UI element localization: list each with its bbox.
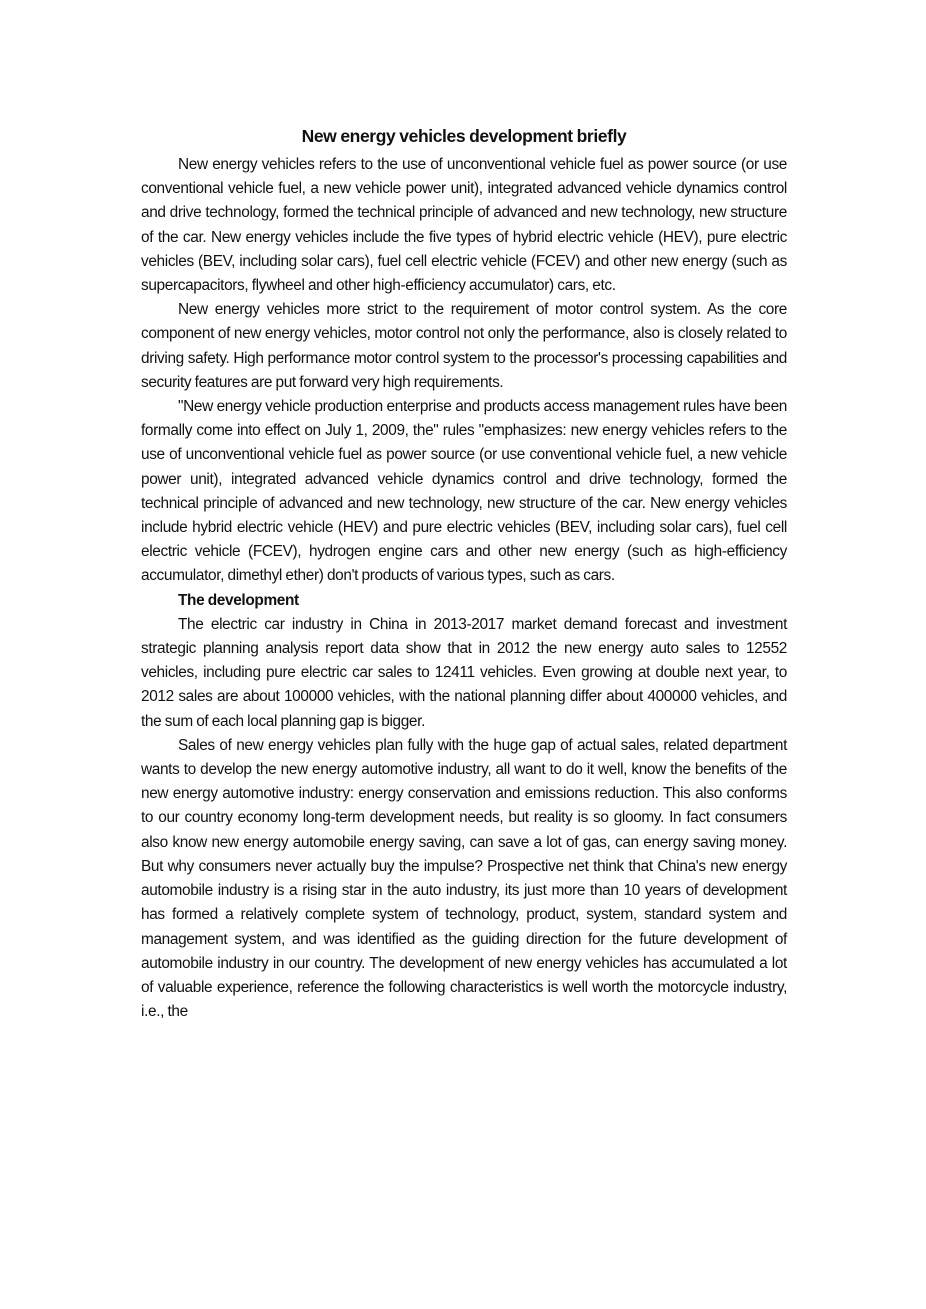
document-title: New energy vehicles development briefly (301, 126, 627, 146)
paragraph-sales-data: The electric car industry in China in 2013-2017 market demand forecast and investment strategic planning analysis report data show that in 2012 the new energy auto sales to 12552 vehicles, including pure electric car sales to 12411 vehicles. Even growing at double next year, to 2012 sales are about 100000 vehicles, with the national planning differ about 400000 vehicles, and the sum of each local planning gap is bigger. (141, 615, 787, 730)
section-heading: The development (178, 591, 299, 609)
paragraph-motor-control: New energy vehicles more strict to the requirement of motor control system. As the core component of new energy vehicles, motor control not only the performance, also is closely related to driving safety. High performance motor control system to the processor's processing capabilities and security features are put forward very high requirements. (141, 301, 787, 391)
document-page (141, 123, 787, 1024)
paragraph-definition: New energy vehicles refers to the use of unconventional vehicle fuel as power source (or use conventional vehicle fuel, a new vehicle power unit), integrated advanced vehicle dynamics control and drive technology, formed the technical principle of advanced and new technology, new structure of the car. New energy vehicles include the five types of hybrid electric vehicle (HEV), pure electric vehicles (BEV, including solar cars), fuel cell electric vehicle (FCEV) and other new energy (such as supercapacitors, flywheel and other high-efficiency accumulator) cars, etc. (141, 156, 787, 295)
paragraph-sales-gap: Sales of new energy vehicles plan fully with the huge gap of actual sales, related department wants to develop the new energy automotive industry, all want to do it well, know the benefits of the new energy automotive industry: energy conservation and emissions reduction. This also conforms to our country economy long-term development needs, but reality is so gloomy. In fact consumers also know new energy automobile energy saving, can save a lot of gas, can energy saving money. But why consumers never actually buy the impulse? Prospective net think that China's new energy automobile industry is a rising star in the auto industry, its just more than 10 years of development has formed a relatively complete system of technology, product, system, standard system and management system, and was identified as the guiding direction for the future development of automobile industry in our country. The development of new energy vehicles has accumulated a lot of valuable experience, reference the following characteristics is well worth the motorcycle industry, i.e., the (141, 736, 787, 1021)
paragraph-access-rules: "New energy vehicle production enterprise and products access management rules have been formally come into effect on July 1, 2009, the" rules "emphasizes: new energy vehicles refers to the use of unconventional vehicle fuel as power source (or use conventional vehicle fuel, a new vehicle power unit), integrated advanced vehicle dynamics control and drive technology, formed the technical principle of advanced and new technology, new structure of the car. New energy vehicles include hybrid electric vehicle (HEV) and pure electric vehicles (BEV, including solar cars), fuel cell electric vehicle (FCEV), hydrogen engine cars and other new energy (such as high-efficiency accumulator, dimethyl ether) don't products of various types, such as cars. (141, 398, 787, 585)
